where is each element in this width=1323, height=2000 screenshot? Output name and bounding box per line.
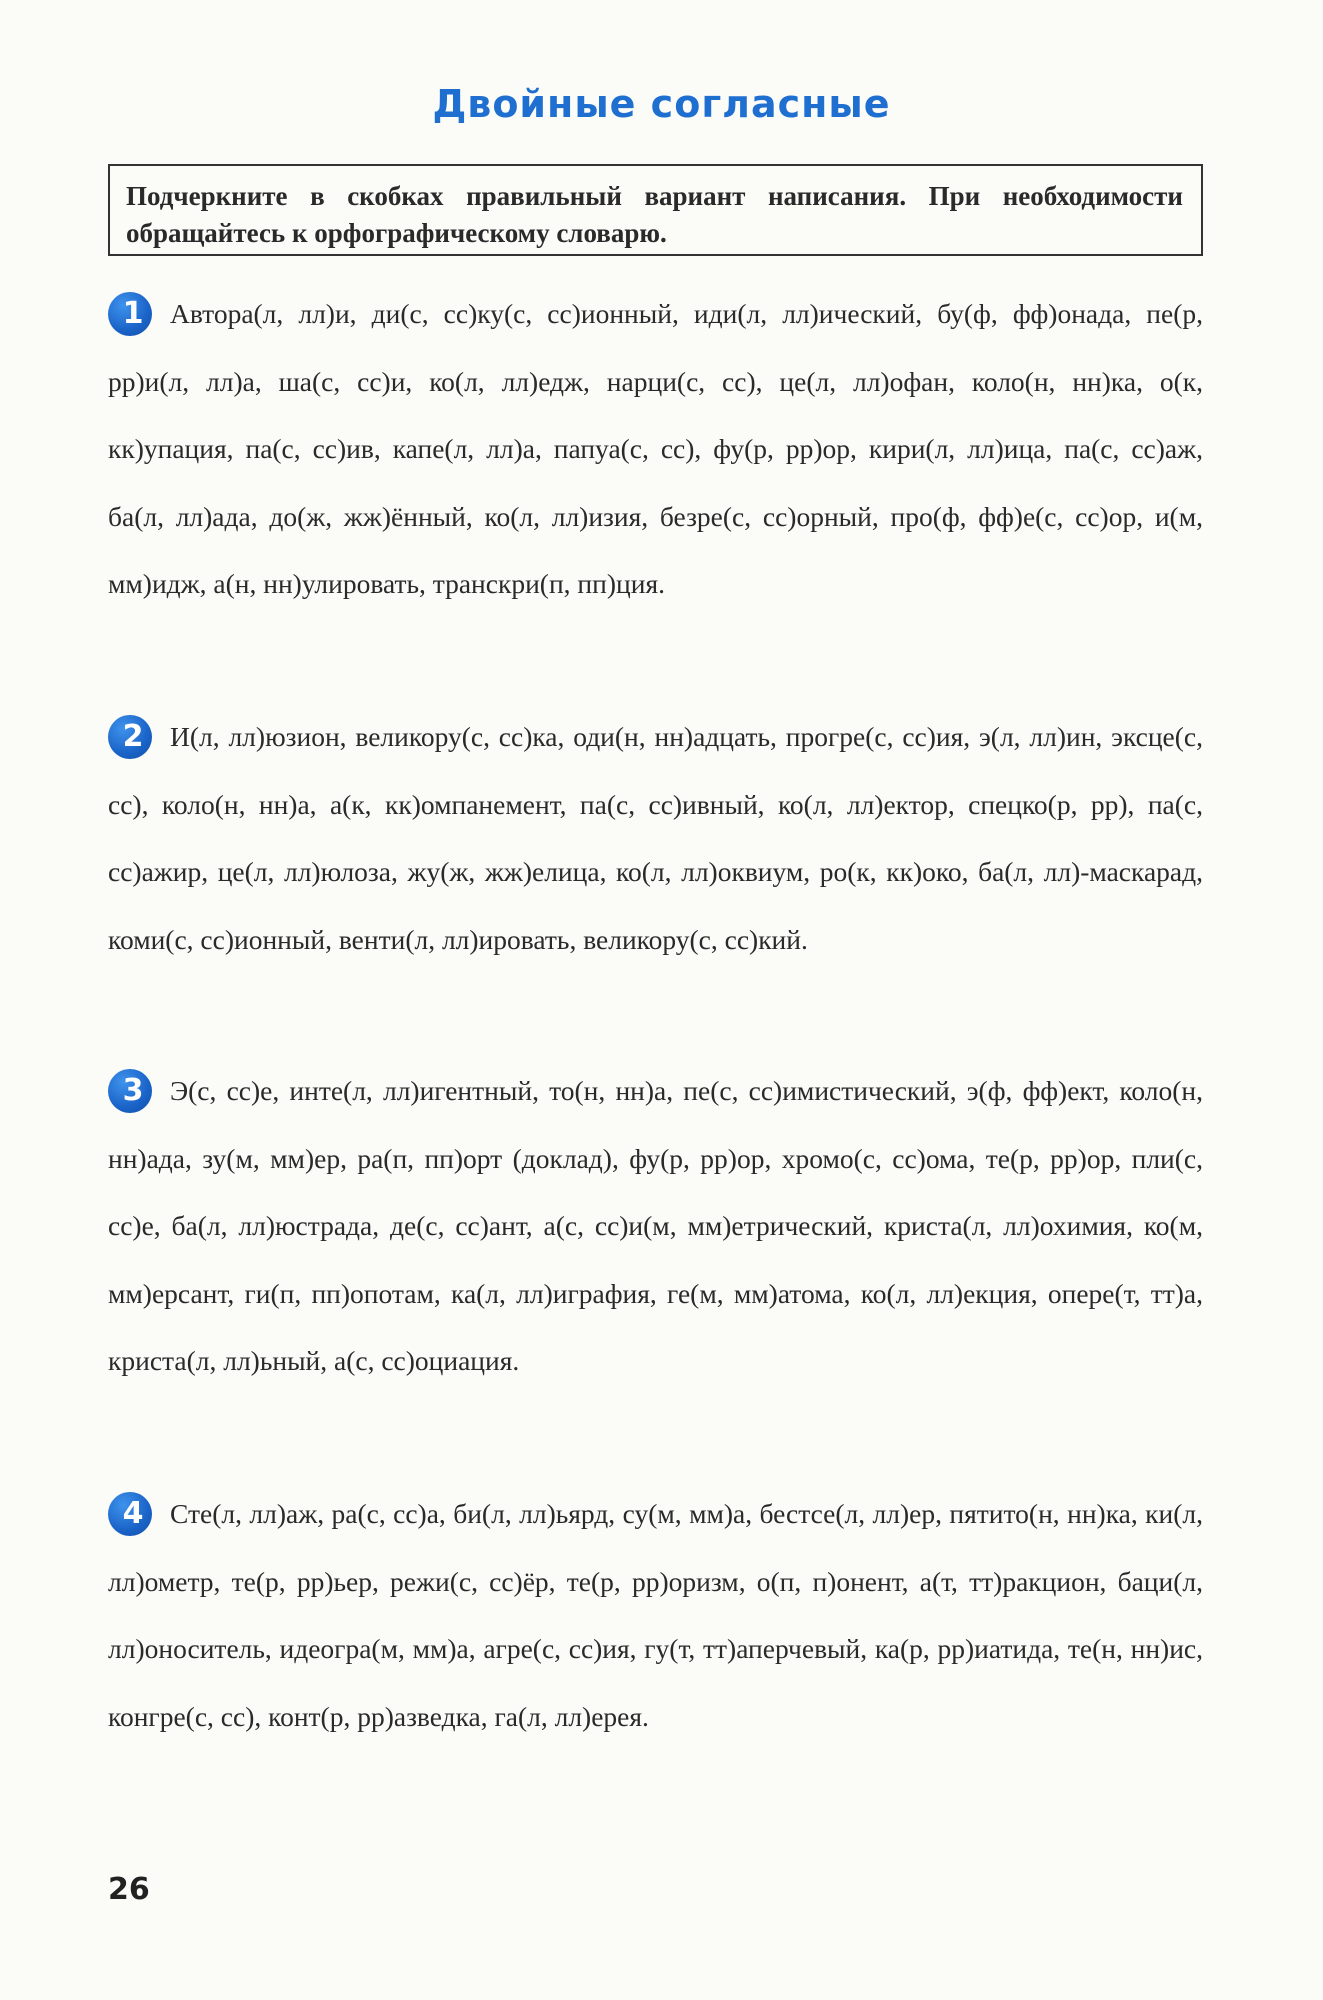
exercise-text: Э(с, сс)е, инте(л, лл)игентный, то(н, нн)а, пе(с, сс)имистический, э(ф, фф)ект, коло(н, нн)ада, зу(м, мм)ер, ра(п, пп)орт (доклад), фу(р, рр)ор, хромо(с, сс)ома, те(р, рр)ор, пли(с, сс)е, ба(л, лл)юстрада, де(с, сс)ант, а(с, сс)и(м, мм)етрический, криста(л, лл)охимия, ко(м, мм)ерсант, ги(п, пп)опотам, ка(л, лл)играфия, ге(м, мм)атома, ко(л, лл)екция, опере(т, тт)а, криста(л, лл)ьный, а(с, сс)оциация. bbox=[108, 1075, 1203, 1376]
page-title: Двойные согласные bbox=[432, 82, 891, 126]
exercise-number: 4 bbox=[122, 1496, 144, 1531]
exercise-number: 3 bbox=[122, 1073, 144, 1108]
exercise-2 bbox=[108, 703, 1203, 973]
exercise-3 bbox=[108, 1057, 1203, 1395]
exercise-number-badge bbox=[108, 292, 152, 336]
exercise-1 bbox=[108, 280, 1203, 618]
exercise-text: Сте(л, лл)аж, ра(с, сс)а, би(л, лл)ьярд, су(м, мм)а, бестсе(л, лл)ер, пятито(н, нн)ка, ки(л, лл)ометр, те(р, рр)ьер, режи(с, сс)ёр, те(р, рр)оризм, о(п, п)онент, а(т, тт)ракцион, баци(л, лл)оноситель, идеогра(м, мм)а, агре(с, сс)ия, гу(т, тт)аперчевый, ка(р, рр)иатида, те(н, нн)ис, конгре(с, сс), конт(р, рр)азведка, га(л, лл)ерея. bbox=[108, 1498, 1203, 1732]
instruction-box: Подчеркните в скобках правильный вариант написания. При необходимости обращайтесь к орфографическому словарю. bbox=[108, 164, 1203, 256]
exercise-number: 1 bbox=[122, 296, 144, 331]
exercise-number: 2 bbox=[122, 719, 144, 754]
exercise-number-badge bbox=[108, 1492, 152, 1536]
page-number: 26 bbox=[108, 1872, 150, 1907]
exercise-text: Автора(л, лл)и, ди(с, сс)ку(с, сс)ионный, иди(л, лл)ический, бу(ф, фф)онада, пе(р, рр)и(л, лл)а, ша(с, сс)и, ко(л, лл)едж, нарци(с, сс), це(л, лл)офан, коло(н, нн)ка, о(к, кк)упация, па(с, сс)ив, капе(л, лл)а, папуа(с, сс), фу(р, рр)ор, кири(л, лл)ица, па(с, сс)аж, ба(л, лл)ада, до(ж, жж)ённый, ко(л, лл)изия, безре(с, сс)орный, про(ф, фф)е(с, сс)ор, и(м, мм)идж, а(н, нн)улировать, транскри(п, пп)ция. bbox=[108, 298, 1203, 599]
exercise-number-badge bbox=[108, 1069, 152, 1113]
exercise-4 bbox=[108, 1480, 1203, 1750]
exercise-text: И(л, лл)юзион, великору(с, сс)ка, оди(н, нн)адцать, прогре(с, сс)ия, э(л, лл)ин, эксце(с, сс), коло(н, нн)а, а(к, кк)омпанемент, па(с, сс)ивный, ко(л, лл)ектор, спецко(р, рр), па(с, сс)ажир, це(л, лл)юлоза, жу(ж, жж)елица, ко(л, лл)оквиум, ро(к, кк)око, ба(л, лл)-маскарад, коми(с, сс)ионный, венти(л, лл)ировать, великору(с, сс)кий. bbox=[108, 721, 1203, 955]
exercise-number-badge bbox=[108, 715, 152, 759]
